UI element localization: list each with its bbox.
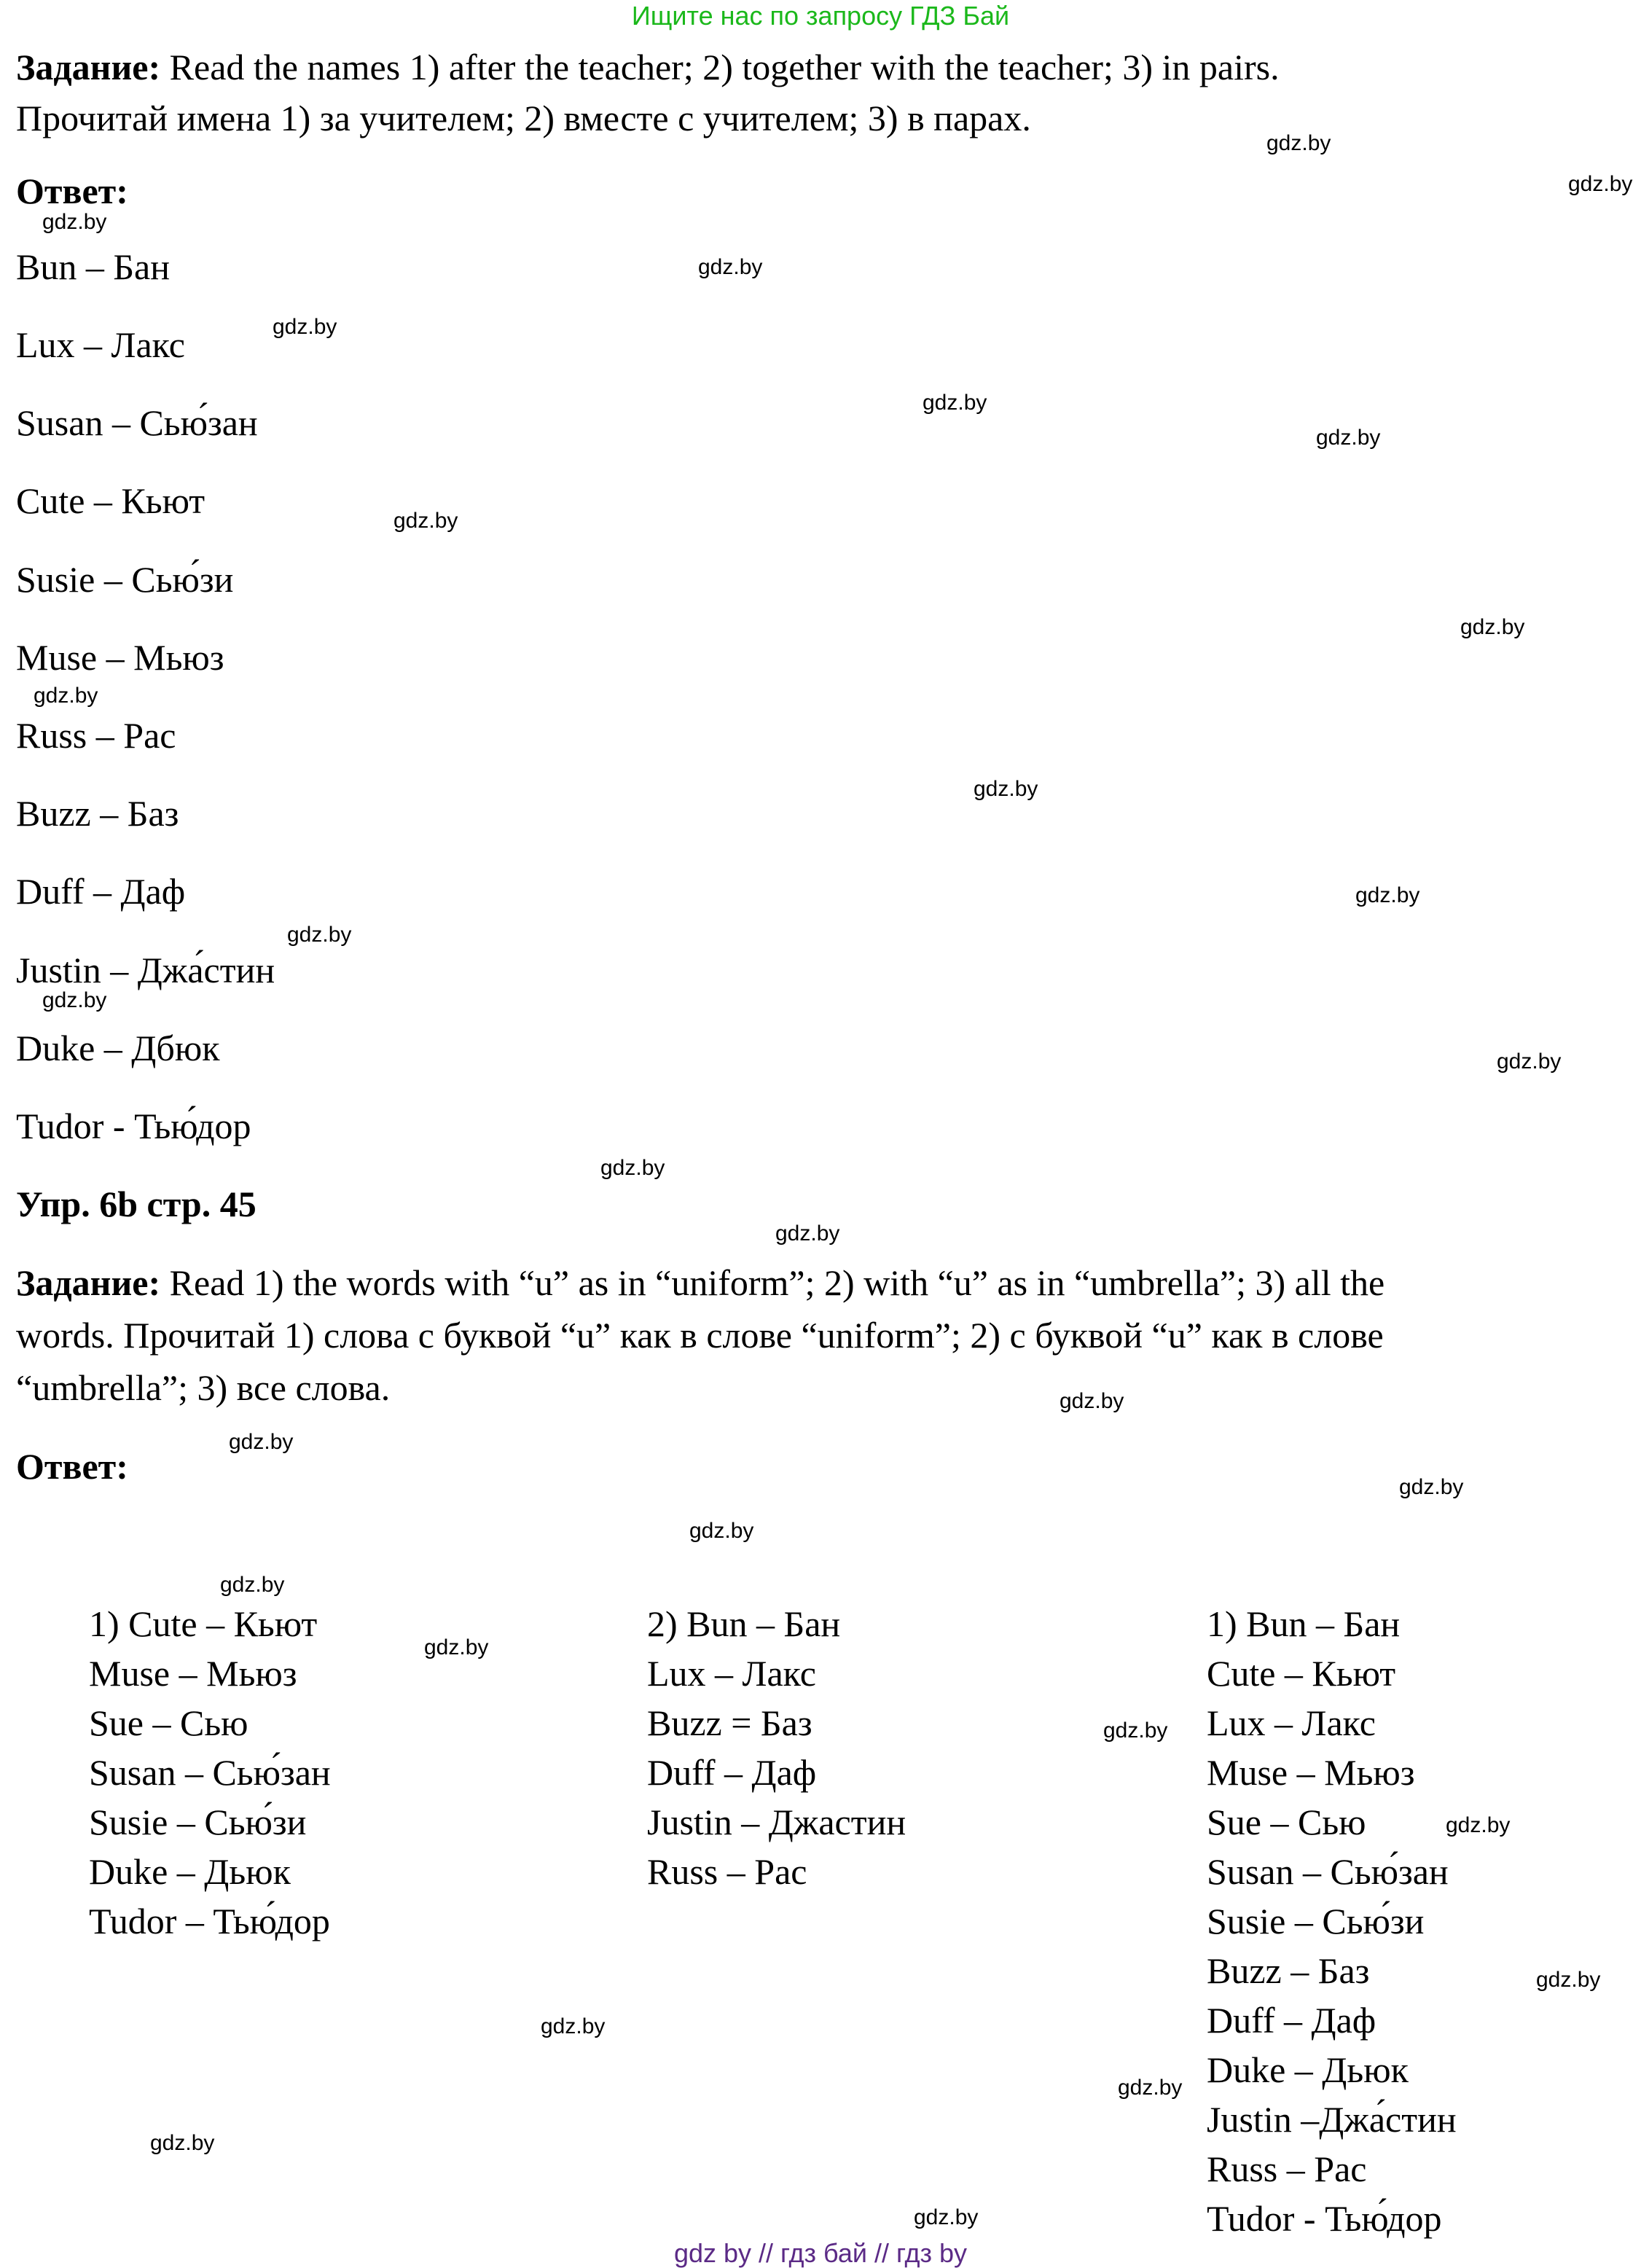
exercise2-text1: Read 1) the words with “u” as in “uniform”; 2) with “u” as in “umbrella”; 3) all the bbox=[169, 1262, 1385, 1303]
name-line: Cute – Кьют bbox=[16, 480, 205, 521]
watermark: gdz.by bbox=[1316, 426, 1381, 450]
answer-column-1 bbox=[89, 1599, 331, 1946]
watermark: gdz.by bbox=[1460, 615, 1525, 639]
list-item: Justin – Джастин bbox=[647, 1802, 906, 1842]
list-item: Sue – Сью bbox=[1207, 1802, 1366, 1842]
list-item: Tudor – Тью́дор bbox=[89, 1901, 330, 1942]
list-item: Duke – Дьюк bbox=[1207, 2049, 1409, 2090]
list-item: Muse – Мьюз bbox=[89, 1653, 297, 1694]
watermark: gdz.by bbox=[775, 1221, 840, 1246]
list-item: Duff – Даф bbox=[647, 1752, 817, 1793]
list-item: Muse – Мьюз bbox=[1207, 1752, 1415, 1793]
list-item: Buzz – Баз bbox=[1207, 1950, 1370, 1991]
list-item: Susie – Сью́зи bbox=[89, 1802, 307, 1842]
watermark: gdz.by bbox=[1103, 1718, 1168, 1743]
watermark: gdz.by bbox=[424, 1635, 489, 1659]
watermark: gdz.by bbox=[393, 509, 458, 533]
watermark: gdz.by bbox=[229, 1430, 294, 1454]
list-item: Lux – Лакс bbox=[1207, 1702, 1376, 1743]
list-item: Susan – Сью́зан bbox=[89, 1752, 331, 1793]
watermark: gdz.by bbox=[34, 684, 98, 708]
exercise2-line2: words. Прочитай 1) слова с буквой “u” как в слове “uniform”; 2) с буквой “u” как в слове bbox=[16, 1315, 1384, 1356]
name-line: Justin – Джа́стин bbox=[16, 950, 275, 990]
watermark: gdz.by bbox=[1446, 1813, 1511, 1837]
task1-line-en bbox=[16, 45, 1280, 89]
watermark: gdz.by bbox=[698, 255, 763, 279]
watermark: gdz.by bbox=[42, 988, 107, 1012]
list-item: Duff – Даф bbox=[1207, 2000, 1376, 2041]
task1-label: Задание: bbox=[16, 47, 161, 87]
name-line: Duff – Даф bbox=[16, 871, 186, 912]
list-item: Buzz = Баз bbox=[647, 1702, 812, 1743]
list-item: 2) Bun – Бан bbox=[647, 1603, 841, 1644]
watermark: gdz.by bbox=[914, 2205, 979, 2229]
list-item: Cute – Кьют bbox=[1207, 1653, 1396, 1694]
footer-links[interactable]: gdz by // гдз бай // гдз by bbox=[673, 2238, 968, 2268]
exercise2-label: Задание: bbox=[16, 1262, 161, 1303]
watermark: gdz.by bbox=[220, 1573, 285, 1597]
watermark: gdz.by bbox=[1497, 1049, 1562, 1074]
name-line: Lux – Лакс bbox=[16, 324, 185, 365]
name-line: Susie – Сью́зи bbox=[16, 559, 234, 600]
watermark: gdz.by bbox=[150, 2131, 215, 2155]
name-line: Tudor - Тью́дор bbox=[16, 1106, 251, 1146]
task1-answer-label: Ответ: bbox=[16, 171, 128, 211]
list-item: Russ – Рас bbox=[647, 1851, 807, 1892]
watermark: gdz.by bbox=[1060, 1389, 1124, 1413]
list-item: Tudor - Тью́дор bbox=[1207, 2198, 1442, 2239]
exercise2-heading: Упр. 6b стр. 45 bbox=[16, 1184, 256, 1224]
watermark: gdz.by bbox=[974, 777, 1038, 801]
watermark: gdz.by bbox=[1536, 1968, 1601, 1992]
list-item: Sue – Сью bbox=[89, 1702, 248, 1743]
task1-text-en: Read the names 1) after the teacher; 2) together with the teacher; 3) in pairs. bbox=[169, 47, 1280, 87]
watermark: gdz.by bbox=[600, 1156, 665, 1180]
list-item: Lux – Лакс bbox=[647, 1653, 816, 1694]
name-line: Susan – Сью́зан bbox=[16, 402, 258, 443]
watermark: gdz.by bbox=[1266, 131, 1331, 155]
name-line: Bun – Бан bbox=[16, 246, 171, 287]
list-item: 1) Bun – Бан bbox=[1207, 1603, 1401, 1644]
watermark: gdz.by bbox=[287, 923, 352, 947]
watermark: gdz.by bbox=[1355, 883, 1420, 907]
watermark: gdz.by bbox=[273, 315, 337, 339]
watermark: gdz.by bbox=[689, 1519, 754, 1543]
name-line: Duke – Дбюк bbox=[16, 1028, 220, 1068]
watermark: gdz.by bbox=[1118, 2076, 1183, 2100]
watermark: gdz.by bbox=[1568, 172, 1633, 196]
exercise2-answer-label: Ответ: bbox=[16, 1446, 128, 1487]
name-line: Buzz – Баз bbox=[16, 793, 179, 834]
list-item: 1) Cute – Кьют bbox=[89, 1603, 318, 1644]
list-item: Susan – Сью́зан bbox=[1207, 1851, 1449, 1892]
task1-text-ru: Прочитай имена 1) за учителем; 2) вместе с учителем; 3) в парах. bbox=[16, 98, 1031, 138]
list-item: Duke – Дьюк bbox=[89, 1851, 291, 1892]
answer-column-2 bbox=[647, 1599, 906, 1896]
top-banner[interactable]: Ищите нас по запросу ГДЗ Бай bbox=[631, 1, 1010, 31]
list-item: Russ – Рас bbox=[1207, 2148, 1367, 2189]
watermark: gdz.by bbox=[923, 391, 987, 415]
exercise2-line3: “umbrella”; 3) все слова. bbox=[16, 1367, 391, 1408]
list-item: Susie – Сью́зи bbox=[1207, 1901, 1425, 1942]
list-item: Justin –Джа́стин bbox=[1207, 2099, 1457, 2140]
name-line: Muse – Мьюз bbox=[16, 637, 224, 678]
name-line: Russ – Рас bbox=[16, 715, 176, 756]
watermark: gdz.by bbox=[42, 210, 107, 234]
exercise2-line1 bbox=[16, 1261, 1385, 1305]
watermark: gdz.by bbox=[1399, 1475, 1464, 1499]
watermark: gdz.by bbox=[541, 2014, 606, 2038]
answer-column-3 bbox=[1207, 1599, 1457, 2243]
